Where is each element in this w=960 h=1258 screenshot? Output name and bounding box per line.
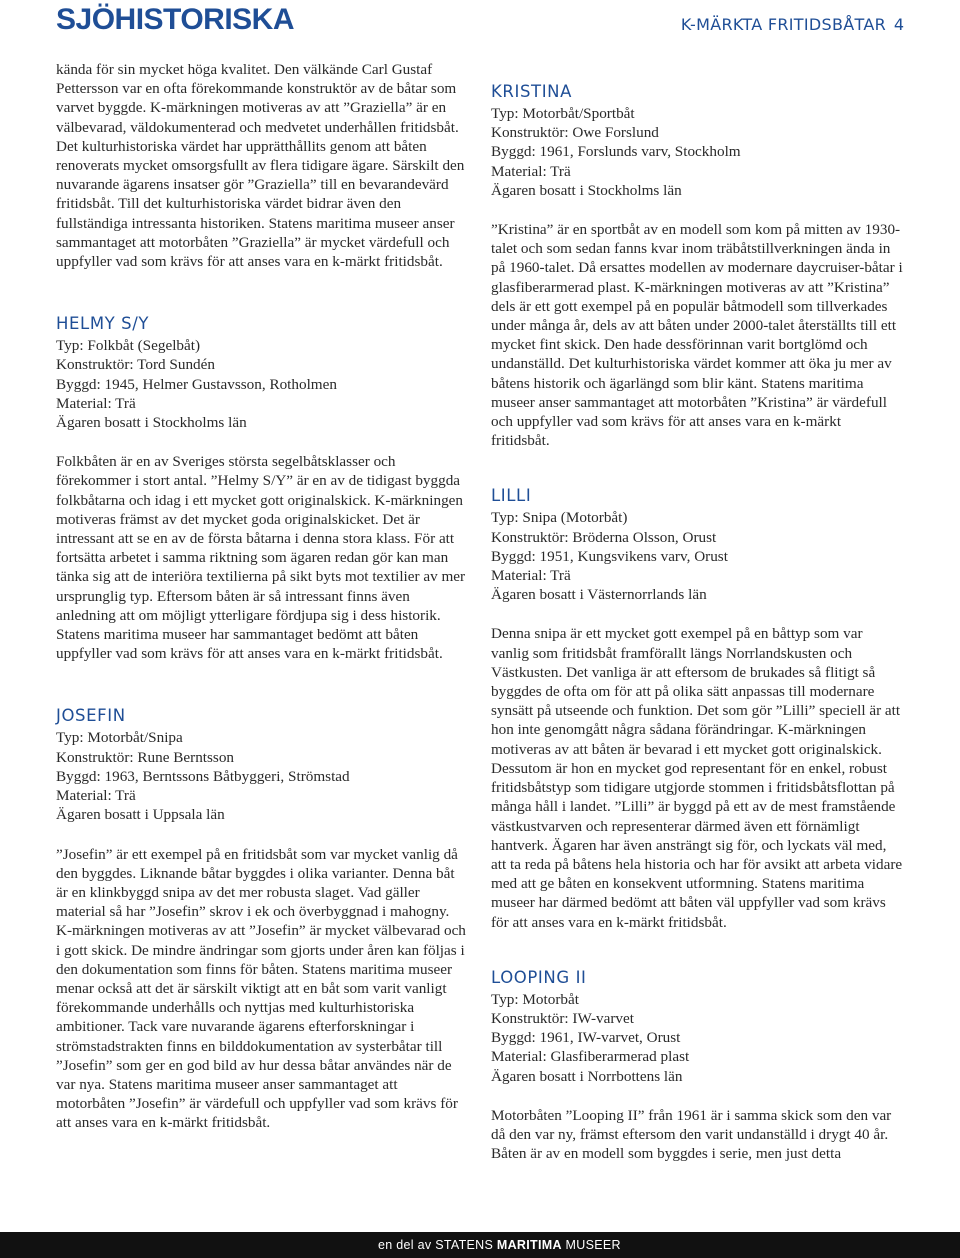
boat-material: Material: Trä (56, 787, 136, 805)
boat-description: ”Josefin” är ett exempel på en fritidsbåt som var mycket vanlig då den byggdes. Liknande båtar byggdes i olika varianter. Denna båt är en klinkbyggd snipa av det mer robusta slaget. Vad gäller material så har ”Josefin” skrov i ek och överbyggnad i mahogny. K-märkningen motiveras av att ”Josefin” är mycket välbevarad och i gott skick. De mindre ändringar som gjorts under åren kan följas i den dokumentation som finns för båten. Statens maritima museer menar också att det är särskilt viktigt att en båt som varit vanligt förekommande underhålls och nyttjas med kulturhistoriska ambitioner. Tack vare nuvarande ägarens efterforskningar i strömstadstrakten finns en bilddokumentation av systerbåtar till ”Josefin” som ger en god bild av hur dessa båtar användes när de var nya. Statens maritima museer anser sammantaget att motorbåten ”Josefin” är värdefull och uppfyller vad som krävs för att anses vara en k-märkt fritidsbåt. (56, 845, 466, 1132)
boat-built: Byggd: 1961, Forslunds varv, Stockholm (491, 143, 741, 161)
boat-owner-region: Ägaren bosatt i Stockholms län (56, 414, 247, 432)
boat-material: Material: Glasfiberarmerad plast (491, 1048, 690, 1066)
boat-description: Motorbåten ”Looping II” från 1961 är i samma skick som den var då den var ny, främst eftersom den varit undanställd i drygt 40 år. Båten är av en modell som byggdes i serie, men just detta (491, 1106, 892, 1163)
boat-entry-kristina (491, 82, 903, 450)
boat-built: Byggd: 1963, Berntssons Båtbyggeri, Strömstad (56, 767, 350, 785)
boat-owner-region: Ägaren bosatt i Norrbottens län (491, 1067, 683, 1085)
boat-designer: Konstruktör: Tord Sundén (56, 356, 215, 374)
page-footer (0, 1232, 960, 1258)
boat-description: Denna snipa är ett mycket gott exempel på en båttyp som var vanlig som fritidsbåt framförallt längs Norrlandskusten och Västkusten. Det vanliga är att eftersom de brukades så flitigt så byggdes de ofta om för att på olika sätt anpassas till modernare synsätt på utseende och funktion. Det som gör ”Lilli” speciell är att hon inte genomgått några sådana förändringar. K-märkningen motiveras av att båten är bevarad i ett mycket gott originalskick. Dessutom är hon en mycket god representant för en enkel, robust fritidsbåtstyp som tidigare utgjorde stommen i fritidsbåtsflottan på många håll i landet. ”Lilli” är byggd på ett av de mest framstående västkustvarven och representerar därmed även ett förnämligt hantverk. Ägaren har även ansträngt sig för, och lyckats väl med, att ta reda på båtens hela historia och har för avsikt att arbeta vidare med att ge båten en konsekvent utformning. Statens maritima museer har därmed bedömt att båten väl uppfyller vad som krävs för att anses vara en k-märkt fritidsbåt. (491, 625, 903, 931)
boat-material: Material: Trä (56, 394, 136, 412)
section-title: K-MÄRKTA FRITIDSBÅTAR (680, 15, 886, 34)
footer-credit (378, 1238, 621, 1252)
boat-name: LILLI (491, 486, 532, 506)
boat-owner-region: Ägaren bosatt i Västernorrlands län (491, 586, 707, 604)
intro-paragraph: kända för sin mycket höga kvalitet. Den välkände Carl Gustaf Pettersson var en ofta förekommande konstruktör av de båtar som varvet byggde. K-märkningen motiveras av att ”Graziella” är en välbevarad, väldokumenterad och medvetet underhållen fritidsbåt. Det kulturhistoriska värdet har upprätthållits genom att båten renoverats mycket omsorgsfullt av flera tidigare ägare. Särskilt den nuvarande ägarens insatser gör ”Graziella” till en bevarandevärd fritidsbåt. Till det kulturhistoriska värdet bidrar även den fullständiga intressanta historiken. Statens maritima museer anser sammantaget att motorbåten ”Graziella” är mycket värdefull och uppfyller vad som krävs för att anses vara en k-märkt fritidsbåt. (56, 61, 465, 271)
boat-entry-helmy (56, 314, 466, 663)
boat-built: Byggd: 1961, IW-varvet, Orust (491, 1029, 681, 1047)
boat-description: ”Kristina” är en sportbåt av en modell som kom på mitten av 1930-talet och som sedan fanns kvar inom träbåtstillverkningen ända in på 1960-talet. Då ersattes modellen av modernare daycruiser-båtar i glasfiberarmerad plast. K-märkningen motiveras av att ”Kristina” dels är ett gott exempel på en populär båtmodell som tillverkades under många år, dels av att båten under 2000-talet återställts till ett mycket fint skick. Den hade dessförinnan varit bortglömd och undanställd. Det kulturhistoriska värdet kommer att öka ju mer av båtens historik och ägarlängd som blir känt. Statens maritima museer anser sammantaget att motorbåten ”Kristina” är värdefull och uppfyller vad som krävs för att anses vara en k-märkt fritidsbåt. (491, 221, 903, 450)
boat-name: LOOPING II (491, 967, 587, 987)
boat-name: HELMY S/Y (56, 314, 150, 334)
footer-statens: STATENS (435, 1238, 497, 1252)
boat-owner-region: Ägaren bosatt i Stockholms län (491, 181, 682, 199)
right-column (491, 82, 903, 1163)
boat-designer: Konstruktör: Owe Forslund (491, 124, 659, 142)
left-column (56, 60, 466, 1133)
boat-type: Typ: Folkbåt (Segelbåt) (56, 337, 201, 355)
page-number: 4 (893, 15, 904, 34)
boat-built: Byggd: 1951, Kungsvikens varv, Orust (491, 547, 728, 565)
boat-designer: Konstruktör: Bröderna Olsson, Orust (491, 528, 717, 546)
boat-name: KRISTINA (491, 82, 572, 101)
boat-designer: Konstruktör: Rune Berntsson (56, 748, 235, 766)
boat-name: JOSEFIN (56, 706, 126, 726)
publication-logo: SJÖHISTORISKA (56, 3, 294, 36)
boat-owner-region: Ägaren bosatt i Uppsala län (56, 806, 225, 824)
boat-type: Typ: Motorbåt/Snipa (56, 729, 183, 747)
boat-material: Material: Trä (491, 567, 571, 585)
page-header (0, 0, 960, 50)
boat-description: Folkbåten är en av Sveriges största segelbåtsklasser och förekommer i stort antal. ”Helmy S/Y” är en av de tidigast byggda folkbåtarna och idag i ett mycket gott originalskick. K-märkningen motiveras främst av det mycket goda originalskicket. Det är intressant att se en av de första båtarna i denna stora klass. För att fortsätta arbetet i samma riktning som ägaren redan gör kan man tänka sig att de interiöra textilierna på sikt byts mot textilier av mer ursprunglig typ. Eftersom båten är så intressant finns även anledning att om möjligt ytterligare fördjupa sig i dess historik. Statens maritima museer har sammantaget bedömt att båten uppfyller vad som krävs för att anses vara en k-märkt fritidsbåt. (56, 453, 466, 663)
boat-entry-lilli (491, 486, 903, 931)
footer-museer: MUSEER (561, 1238, 621, 1252)
boat-type: Typ: Motorbåt/Sportbåt (491, 105, 635, 122)
boat-entry-looping-ii (491, 968, 903, 1164)
footer-maritima: MARITIMA (496, 1238, 562, 1252)
boat-built: Byggd: 1945, Helmer Gustavsson, Rotholmen (56, 375, 337, 393)
boat-type: Typ: Motorbåt (491, 990, 579, 1008)
boat-material: Material: Trä (491, 162, 571, 180)
boat-designer: Konstruktör: IW-varvet (491, 1009, 634, 1027)
boat-type: Typ: Snipa (Motorbåt) (491, 509, 628, 527)
footer-prefix: en del av (378, 1238, 436, 1252)
boat-entry-josefin (56, 706, 466, 1132)
